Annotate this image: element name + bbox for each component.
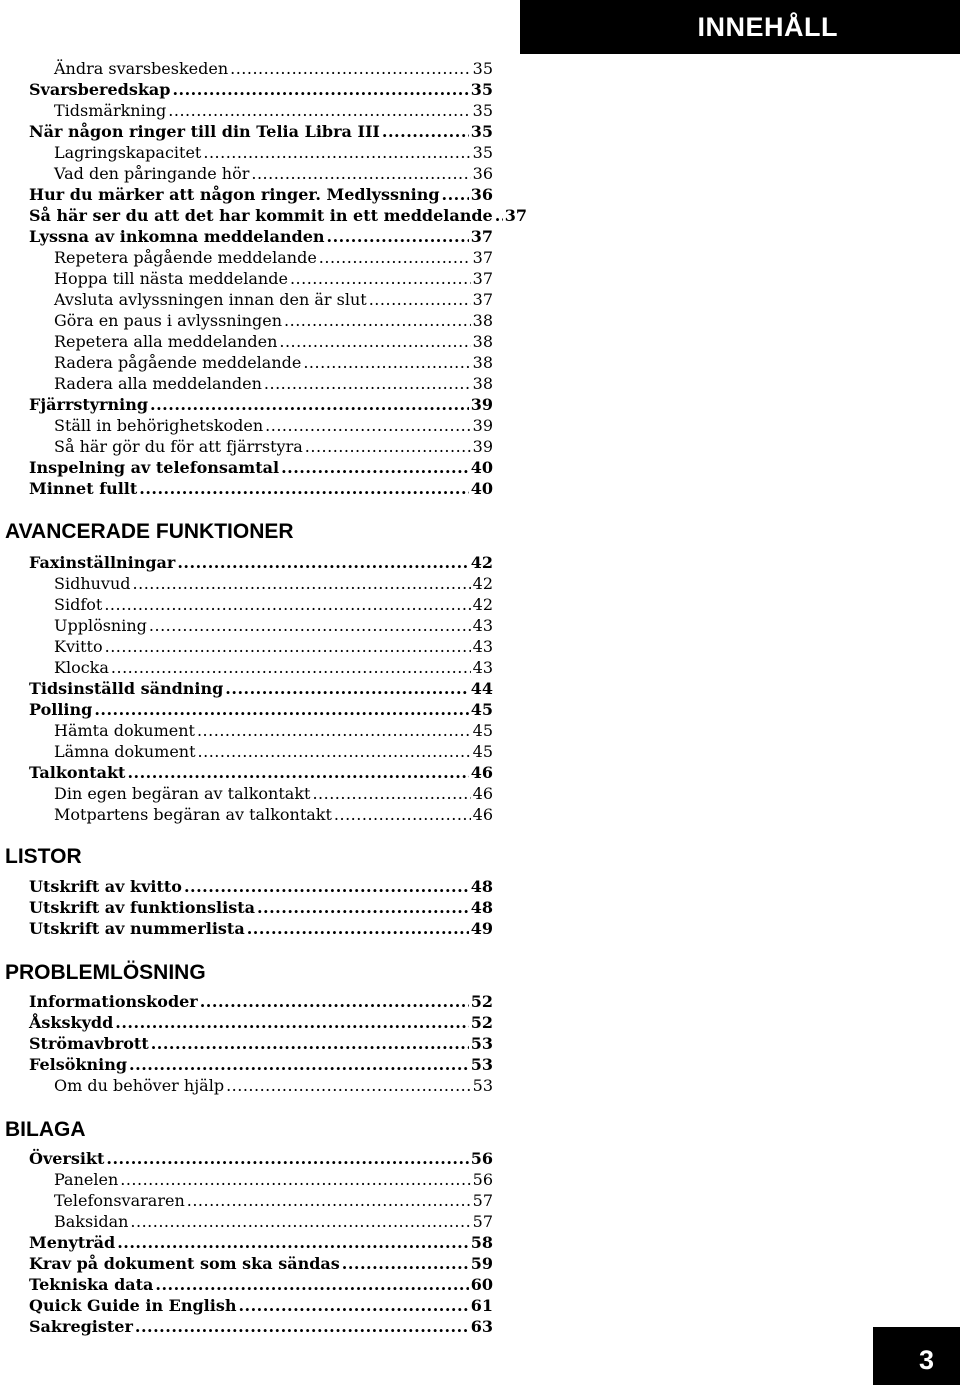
toc-entry: [29, 918, 493, 939]
toc-entry: [54, 1190, 493, 1211]
toc-entry: [29, 1274, 493, 1295]
dot-leader: [172, 79, 468, 100]
toc-entry-page: 42: [470, 553, 493, 572]
dot-leader: [168, 100, 470, 121]
dot-leader: [106, 1148, 468, 1169]
toc-entry-label: Utskrift av funktionslista: [29, 898, 255, 917]
dot-leader: [149, 615, 471, 636]
toc-entry: [54, 594, 493, 615]
toc-entry: [54, 289, 493, 310]
toc-entry-page: 38: [472, 332, 493, 351]
dot-leader: [327, 226, 469, 247]
toc-entry: [29, 184, 493, 205]
toc-entry-page: 46: [472, 805, 493, 824]
toc-entry-label: Lyssna av inkomna meddelanden: [29, 227, 325, 246]
dot-leader: [150, 394, 469, 415]
toc-entry-page: 38: [472, 311, 493, 330]
toc-entry: [54, 268, 493, 289]
dot-leader: [382, 121, 469, 142]
dot-leader: [226, 1075, 471, 1096]
toc-entry-page: 35: [472, 101, 493, 120]
toc-entry-page: 53: [470, 1055, 493, 1074]
toc-entry: [29, 457, 493, 478]
toc-entry-page: 35: [470, 80, 493, 99]
toc-entry-label: Inspelning av telefonsamtal: [29, 458, 280, 477]
toc-entry-page: 44: [470, 679, 493, 698]
toc-entry-label: Klocka: [54, 658, 109, 677]
header-tab: [520, 0, 960, 54]
toc-entry-page: 48: [470, 898, 493, 917]
toc-entry: [29, 552, 493, 573]
toc-entry-label: Telefonsvararen: [54, 1191, 185, 1210]
toc-entry: [29, 699, 493, 720]
toc-entry-page: 39: [470, 395, 493, 414]
toc-entry-page: 46: [472, 784, 493, 803]
toc-entry-page: 52: [470, 992, 493, 1011]
toc-entry-label: Motpartens begäran av talkontakt: [54, 805, 332, 824]
toc-entry: [54, 573, 493, 594]
dot-leader: [117, 1232, 469, 1253]
toc-entry-label: Lämna dokument: [54, 742, 196, 761]
toc-entry-page: 43: [472, 616, 493, 635]
toc-entry-label: Din egen begäran av talkontakt: [54, 784, 311, 803]
toc-entry: [54, 373, 493, 394]
toc-entry: [54, 163, 493, 184]
toc-entry-label: Minnet fullt: [29, 479, 138, 498]
dot-leader: [111, 657, 471, 678]
dot-leader: [442, 184, 469, 205]
toc-entry-page: 52: [470, 1013, 493, 1032]
toc-entry: [29, 1232, 493, 1253]
toc-entry: [29, 991, 493, 1012]
dot-leader: [281, 457, 469, 478]
toc-entry-label: Repetera alla meddelanden: [54, 332, 278, 351]
dot-leader: [238, 1295, 468, 1316]
toc-entry-page: 56: [470, 1149, 493, 1168]
page-number-box: [873, 1327, 960, 1385]
toc-entry-label: Svarsberedskap: [29, 80, 171, 99]
toc-entry-page: 39: [472, 437, 493, 456]
toc-entry: [54, 804, 493, 825]
dot-leader: [312, 783, 470, 804]
toc-entry: [29, 1316, 493, 1337]
dot-leader: [230, 58, 471, 79]
toc-entry: [54, 657, 493, 678]
toc-entry-page: 60: [470, 1275, 493, 1294]
dot-leader: [105, 636, 471, 657]
dot-leader: [284, 310, 471, 331]
toc-entry-page: 37: [472, 269, 493, 288]
toc-entry-label: Ändra svarsbeskeden: [54, 59, 229, 78]
toc-entry-label: Faxinställningar: [29, 553, 176, 572]
toc-entry-page: 38: [472, 374, 493, 393]
dot-leader: [305, 436, 471, 457]
dot-leader: [130, 1211, 470, 1232]
toc-entry-page: 57: [472, 1191, 493, 1210]
toc-entry-label: Krav på dokument som ska sändas: [29, 1254, 340, 1273]
toc-entry-page: 53: [470, 1034, 493, 1053]
toc-entry: [29, 1253, 493, 1274]
toc-entry: [29, 226, 493, 247]
dot-leader: [369, 289, 471, 310]
toc-entry: [29, 1295, 493, 1316]
toc-entry: [29, 478, 493, 499]
section-heading: PROBLEMLÖSNING: [5, 961, 206, 984]
toc-entry-label: Radera alla meddelanden: [54, 374, 262, 393]
toc-entry-label: När någon ringer till din Telia Libra III: [29, 122, 380, 141]
toc-entry-page: 37: [472, 290, 493, 309]
toc-entry-label: Hur du märker att någon ringer. Medlyssning: [29, 185, 440, 204]
dot-leader: [133, 573, 471, 594]
toc-entry-page: 57: [472, 1212, 493, 1231]
toc-entry-page: 35: [472, 143, 493, 162]
toc-entry-page: 37: [470, 227, 493, 246]
dot-leader: [200, 991, 469, 1012]
dot-leader: [342, 1253, 469, 1274]
dot-leader: [495, 205, 503, 226]
dot-leader: [127, 762, 468, 783]
dot-leader: [264, 373, 471, 394]
dot-leader: [184, 876, 469, 897]
toc-entry-page: 53: [472, 1076, 493, 1095]
toc-entry: [54, 331, 493, 352]
toc-entry-page: 56: [472, 1170, 493, 1189]
toc-entry: [54, 636, 493, 657]
toc-entry: [54, 1211, 493, 1232]
toc-entry: [54, 352, 493, 373]
dot-leader: [279, 331, 470, 352]
toc-entry-page: 37: [504, 206, 527, 225]
toc-entry-page: 59: [470, 1254, 493, 1273]
dot-leader: [151, 1033, 469, 1054]
toc-entry-label: Utskrift av nummerlista: [29, 919, 245, 938]
dot-leader: [104, 594, 470, 615]
toc-entry: [29, 394, 493, 415]
toc-entry-page: 49: [470, 919, 493, 938]
toc-entry-label: Repetera pågående meddelande: [54, 248, 317, 267]
toc-entry-page: 40: [470, 458, 493, 477]
toc-entry: [54, 741, 493, 762]
toc-entry-label: Sidhuvud: [54, 574, 131, 593]
dot-leader: [135, 1316, 469, 1337]
dot-leader: [139, 478, 468, 499]
toc-entry: [54, 615, 493, 636]
toc-entry: [54, 100, 493, 121]
dot-leader: [120, 1169, 470, 1190]
toc-entry: [54, 58, 493, 79]
dot-leader: [203, 142, 470, 163]
dot-leader: [129, 1054, 469, 1075]
toc-entry-label: Hämta dokument: [54, 721, 195, 740]
toc-entry: [54, 415, 493, 436]
toc-entry-page: 61: [470, 1296, 493, 1315]
toc-entry-label: Sakregister: [29, 1317, 133, 1336]
toc-entry-page: 36: [472, 164, 493, 183]
toc-entry-page: 37: [472, 248, 493, 267]
toc-entry: [54, 310, 493, 331]
toc-entry: [54, 720, 493, 741]
section-heading: LISTOR: [5, 845, 82, 868]
toc-entry-label: Tidsinställd sändning: [29, 679, 224, 698]
toc-entry-page: 38: [472, 353, 493, 372]
dot-leader: [177, 552, 468, 573]
toc-entry: [29, 1054, 493, 1075]
toc-entry: [54, 1075, 493, 1096]
toc-entry-label: Åskskydd: [29, 1013, 114, 1032]
toc-entry-page: 36: [470, 185, 493, 204]
toc-entry-label: Talkontakt: [29, 763, 126, 782]
toc-entry-label: Radera pågående meddelande: [54, 353, 302, 372]
dot-leader: [187, 1190, 471, 1211]
toc-entry-label: Upplösning: [54, 616, 147, 635]
dot-leader: [334, 804, 471, 825]
toc-entry-label: Avsluta avlyssningen innan den är slut: [54, 290, 367, 309]
toc-entry-label: Så här gör du för att fjärrstyra: [54, 437, 303, 456]
toc-entry: [29, 1012, 493, 1033]
section-heading: AVANCERADE FUNKTIONER: [5, 520, 294, 543]
toc-entry-page: 35: [472, 59, 493, 78]
dot-leader: [319, 247, 471, 268]
toc-entry-page: 48: [470, 877, 493, 896]
toc-entry-page: 45: [472, 742, 493, 761]
toc-entry-label: Fjärrstyrning: [29, 395, 149, 414]
toc-entry-label: Polling: [29, 700, 93, 719]
dot-leader: [265, 415, 470, 436]
toc-entry-page: 39: [472, 416, 493, 435]
dot-leader: [303, 352, 470, 373]
toc-entry-label: Utskrift av kvitto: [29, 877, 182, 896]
dot-leader: [197, 720, 471, 741]
toc-entry-label: Strömavbrott: [29, 1034, 149, 1053]
toc-entry-page: 45: [470, 700, 493, 719]
toc-entry-label: Så här ser du att det har kommit in ett meddelande: [29, 206, 493, 225]
toc-entry-label: Ställ in behörighetskoden: [54, 416, 264, 435]
toc-entry-label: Översikt: [29, 1149, 105, 1168]
toc-entry: [29, 205, 527, 226]
toc-entry: [29, 79, 493, 100]
toc-entry-label: Kvitto: [54, 637, 103, 656]
toc-entry-page: 42: [472, 595, 493, 614]
toc-entry-page: 46: [470, 763, 493, 782]
toc-entry-page: 35: [470, 122, 493, 141]
dot-leader: [247, 918, 469, 939]
toc-entry: [29, 897, 493, 918]
toc-entry: [29, 876, 493, 897]
toc-entry-page: 40: [470, 479, 493, 498]
dot-leader: [251, 163, 470, 184]
dot-leader: [115, 1012, 468, 1033]
toc-entry: [29, 121, 493, 142]
toc-entry: [29, 1033, 493, 1054]
toc-entry-label: Sidfot: [54, 595, 103, 614]
dot-leader: [225, 678, 468, 699]
toc-entry-label: Göra en paus i avlyssningen: [54, 311, 283, 330]
dot-leader: [155, 1274, 468, 1295]
dot-leader: [290, 268, 471, 289]
toc-entry-page: 43: [472, 658, 493, 677]
toc-entry-label: Tekniska data: [29, 1275, 154, 1294]
toc-entry-label: Om du behöver hjälp: [54, 1076, 225, 1095]
page-title: INNEHÅLL: [697, 12, 838, 42]
toc-entry: [29, 678, 493, 699]
toc-entry-label: Lagringskapacitet: [54, 143, 202, 162]
page-number: 3: [918, 1345, 934, 1375]
toc-entry-label: Felsökning: [29, 1055, 128, 1074]
toc-entry-label: Quick Guide in English: [29, 1296, 237, 1315]
toc-entry: [29, 762, 493, 783]
toc-entry-page: 63: [470, 1317, 493, 1336]
toc-entry: [54, 247, 493, 268]
dot-leader: [94, 699, 468, 720]
toc-entry: [54, 783, 493, 804]
toc-entry: [54, 436, 493, 457]
toc-entry-label: Vad den påringande hör: [54, 164, 250, 183]
section-heading: BILAGA: [5, 1118, 86, 1141]
toc-entry-page: 42: [472, 574, 493, 593]
toc-entry: [54, 1169, 493, 1190]
toc-entry: [29, 1148, 493, 1169]
toc-entry-label: Hoppa till nästa meddelande: [54, 269, 288, 288]
dot-leader: [198, 741, 471, 762]
toc-entry-page: 45: [472, 721, 493, 740]
toc-entry-label: Tidsmärkning: [54, 101, 167, 120]
toc-entry: [54, 142, 493, 163]
dot-leader: [257, 897, 469, 918]
toc-entry-label: Menyträd: [29, 1233, 116, 1252]
toc-entry-label: Informationskoder: [29, 992, 198, 1011]
toc-entry-label: Baksidan: [54, 1212, 129, 1231]
toc-entry-label: Panelen: [54, 1170, 119, 1189]
toc-entry-page: 43: [472, 637, 493, 656]
toc-entry-page: 58: [470, 1233, 493, 1252]
